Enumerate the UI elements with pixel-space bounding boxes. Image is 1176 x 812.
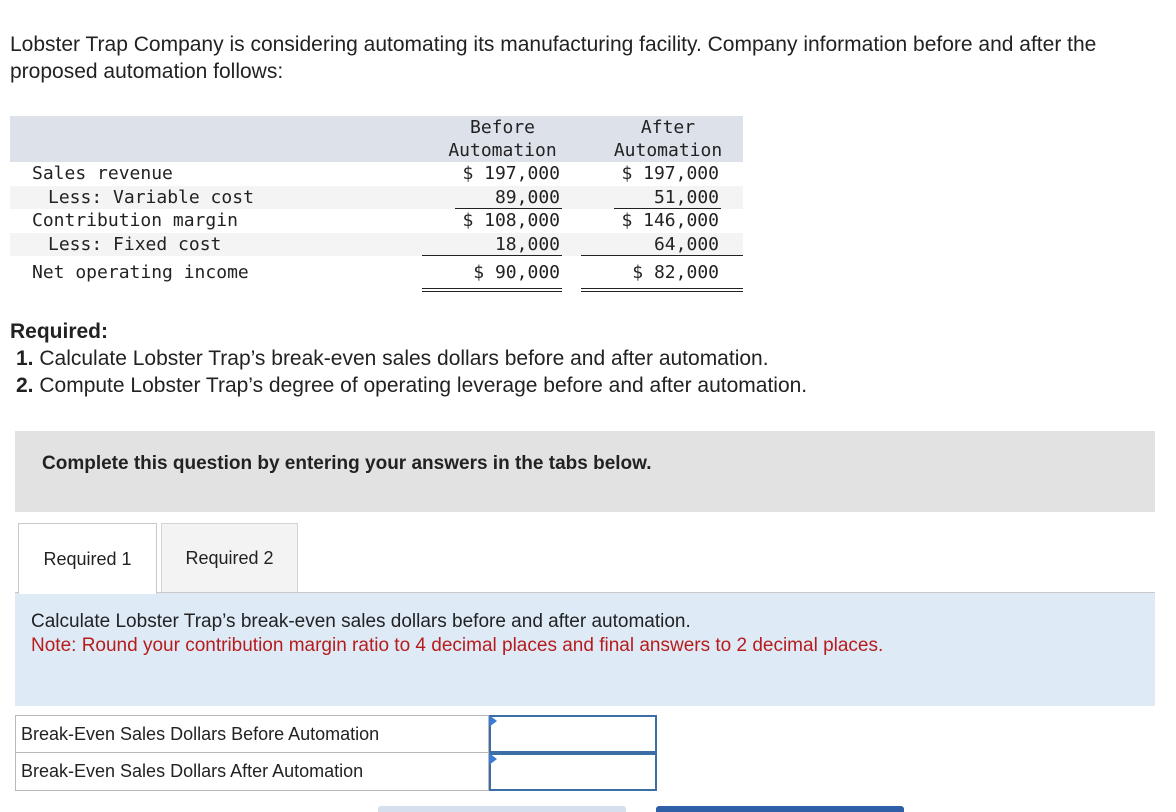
answer-row bbox=[15, 753, 657, 791]
tab-required-1[interactable]: Required 1 bbox=[18, 523, 157, 594]
problem-intro: Lobster Trap Company is considering automating its manufacturing facility. Company information before and after the proposed automation follows: bbox=[10, 33, 1097, 83]
required-title: Required: bbox=[10, 320, 109, 343]
answer-label: Break-Even Sales Dollars After Automation bbox=[15, 753, 489, 791]
table-row bbox=[10, 186, 743, 210]
value-before: $ 108,000 bbox=[462, 210, 560, 231]
input-flag-icon bbox=[489, 715, 497, 727]
value-after: $ 82,000 bbox=[632, 262, 719, 283]
underline bbox=[581, 255, 743, 256]
double-underline bbox=[422, 288, 562, 292]
instruction-text: Complete this question by entering your answers in the tabs below. bbox=[42, 453, 652, 474]
row-label: Less: Fixed cost bbox=[48, 233, 222, 255]
table-row bbox=[10, 209, 743, 233]
tab-required-2[interactable]: Required 2 bbox=[161, 523, 298, 593]
table-header bbox=[10, 116, 743, 162]
value-after: $ 197,000 bbox=[621, 163, 719, 184]
required-item: 1. Calculate Lobster Trap’s break-even sales dollars before and after automation. bbox=[16, 347, 769, 370]
value-before: 18,000 bbox=[494, 233, 560, 255]
value-after: $ 146,000 bbox=[621, 210, 719, 231]
underline bbox=[422, 255, 562, 256]
answer-label: Break-Even Sales Dollars Before Automation bbox=[15, 715, 489, 753]
panel-note: Note: Round your contribution margin ratio to 4 decimal places and final answers to 2 decimal places. bbox=[31, 635, 884, 656]
value-after: 64,000 bbox=[653, 233, 719, 255]
prev-button[interactable] bbox=[378, 806, 626, 812]
header-before: Before Automation bbox=[448, 117, 557, 161]
row-label: Sales revenue bbox=[32, 163, 173, 184]
input-flag-icon bbox=[489, 753, 497, 765]
break-even-before-input[interactable] bbox=[489, 715, 657, 753]
table-row bbox=[10, 162, 743, 186]
table-row bbox=[10, 233, 743, 257]
break-even-after-input[interactable] bbox=[489, 753, 657, 791]
panel-prompt: Calculate Lobster Trap’s break-even sales dollars before and after automation. bbox=[31, 611, 691, 632]
question-panel bbox=[15, 593, 1155, 706]
next-button[interactable] bbox=[656, 806, 904, 812]
row-label: Less: Variable cost bbox=[48, 186, 254, 208]
instruction-banner bbox=[15, 431, 1155, 512]
value-before: $ 90,000 bbox=[473, 262, 560, 283]
table-row bbox=[10, 258, 743, 288]
value-before: $ 197,000 bbox=[462, 163, 560, 184]
value-after: 51,000 bbox=[653, 186, 719, 208]
header-after: After Automation bbox=[613, 117, 723, 161]
answer-table bbox=[15, 715, 657, 791]
row-label: Contribution margin bbox=[32, 210, 238, 231]
value-before: 89,000 bbox=[494, 186, 560, 208]
required-section bbox=[10, 318, 1160, 399]
double-underline bbox=[581, 288, 743, 292]
required-item: 2. Compute Lobster Trap’s degree of operating leverage before and after automation. bbox=[16, 374, 808, 397]
financial-table bbox=[10, 116, 743, 288]
answer-row bbox=[15, 715, 657, 753]
row-label: Net operating income bbox=[32, 262, 249, 283]
